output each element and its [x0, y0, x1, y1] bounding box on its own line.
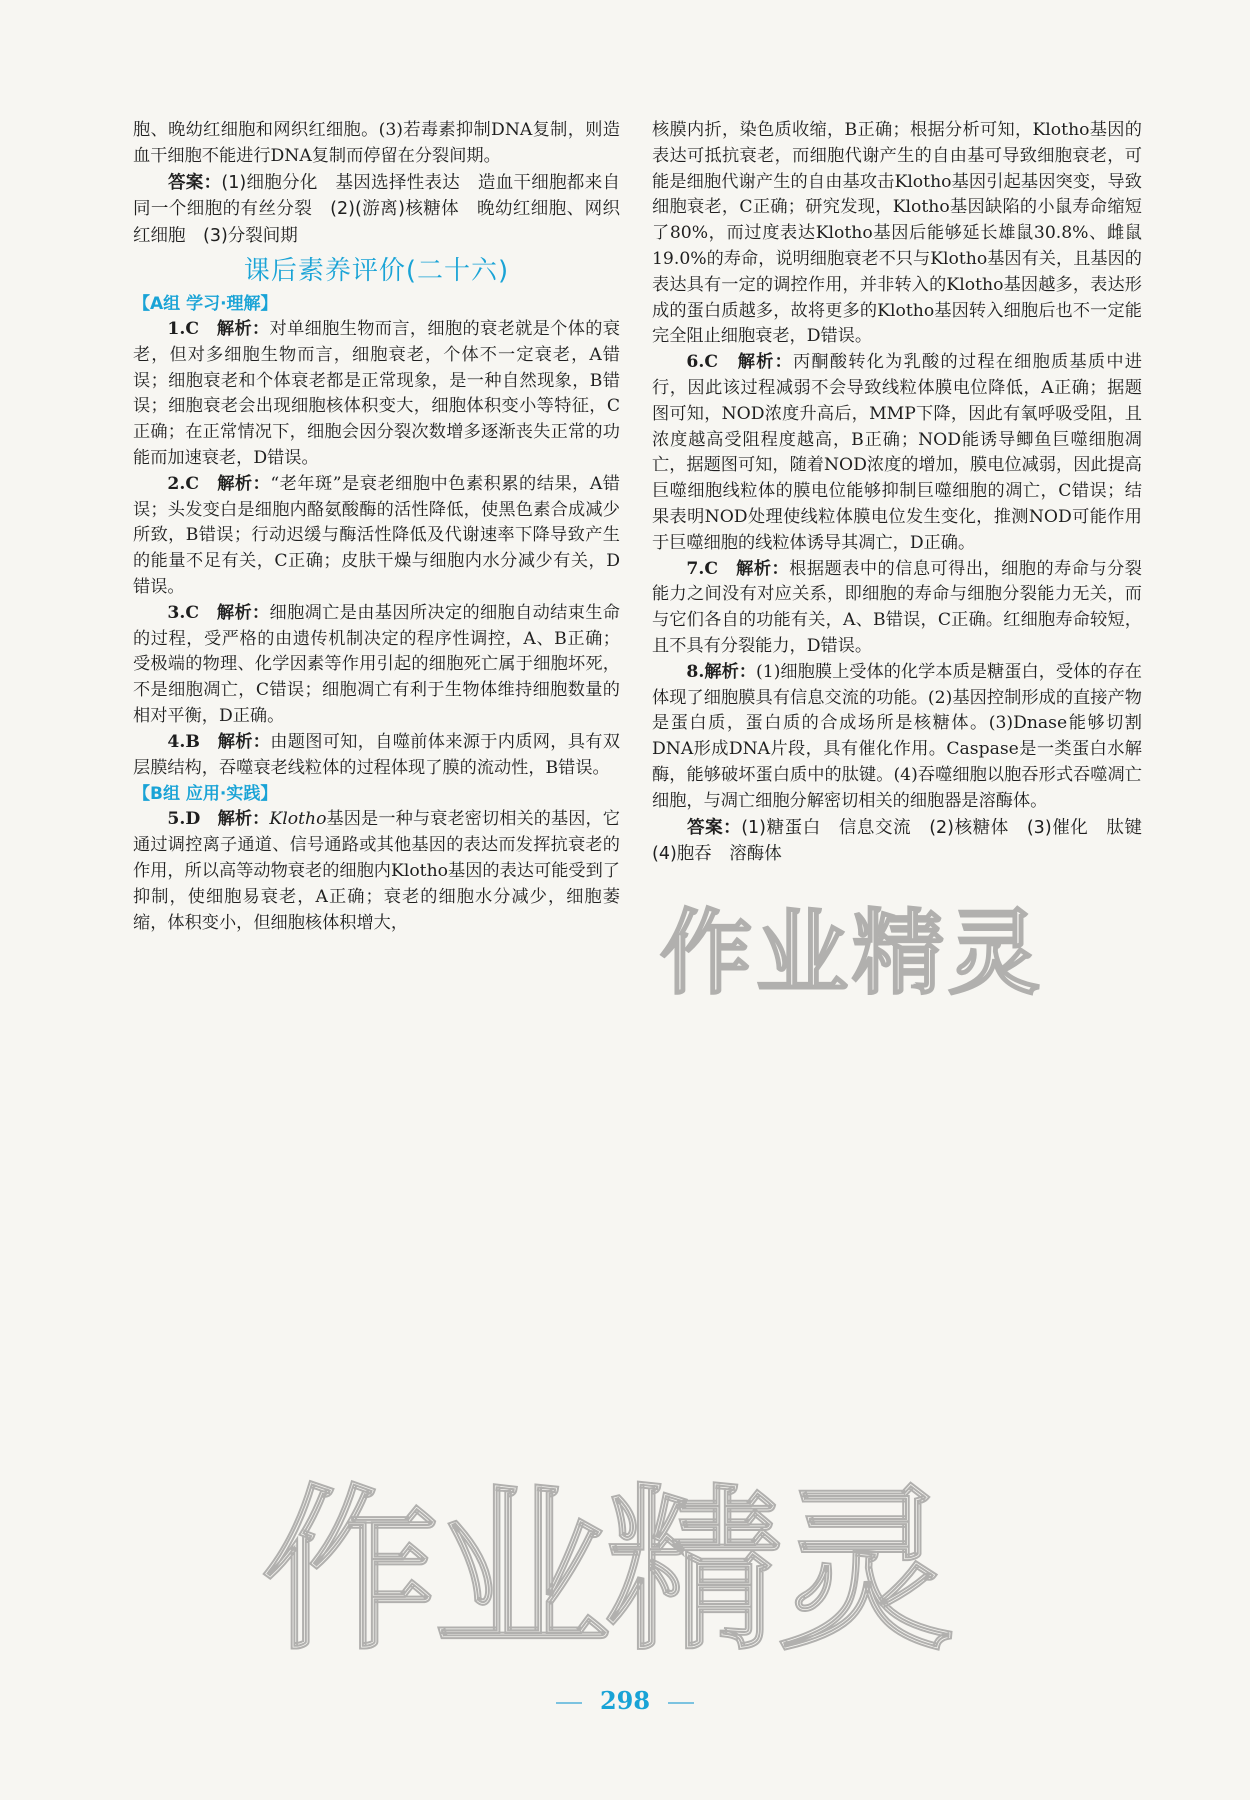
page-number: 298 [599, 1686, 651, 1715]
q4-label: 解析： [217, 731, 271, 752]
q8-text: (1)细胞膜上受体的化学本质是糖蛋白，受体的存在体现了细胞膜具有信息交流的功能。(2)基因控制形成的直接产物是蛋白质，蛋白质的合成场所是核糖体。(3)Dnase能够切割DNA形成DNA片段，具有催化作用。Caspase是一类蛋白水解酶，能够破坏蛋白质中的肽键。(4)吞噬细胞以胞吞形式吞噬凋亡细胞，与凋亡细胞分解密切相关的细胞器是溶酶体。 [652, 661, 1142, 811]
group-b-heading: 【B组 应用·实践】 [133, 784, 278, 805]
q5-continued-text: 核膜内折，染色质收缩，B正确；根据分析可知，Klotho基因的表达可抵抗衰老，而细胞代谢产生的自由基可导致细胞衰老，可能是细胞代谢产生的自由基攻击Klotho基因引起基因突变，导致细胞衰老，C正确；研究发现，Klotho基因缺陷的小鼠寿命缩短了80%，而过度表达Klotho基因后能够延长雄鼠30.8%、雌鼠19.0%的寿命，说明细胞衰老不只与Klotho基因有关，且基因的表达具有一定的调控作用，并非转入的Klotho基因越多，表达形成的蛋白质越多，故将更多的Klotho基因转入细胞后也不一定能完全阻止细胞衰老，D错误。 [652, 120, 1142, 347]
footer-dash-right [668, 1702, 694, 1704]
right-answer-text: (1)糖蛋白 信息交流 (2)核糖体 (3)催化 肽键 (4)胞吞 溶酶体 [652, 817, 1160, 865]
watermark-large: 作业精灵 [262, 1469, 951, 1674]
q5-label: 解析： [217, 809, 270, 830]
section-title: 课后素养评价(二十六) [243, 256, 510, 287]
q3-label: 解析： [216, 602, 270, 623]
q2-text: “老年斑”是衰老细胞中色素积累的结果，A错误；头发变白是细胞内酪氨酸酶的活性降低，使黑色素合成减少所致，B错误；行动迟缓与酶活性降低及代谢速率下降导致产生的能量不足有关，C正确；皮肤干燥与细胞内水分减少有关，D错误。 [133, 473, 620, 598]
q1-number: 1.C [167, 319, 200, 340]
q4-text: 由题图可知，自噬前体来源于内质网，具有双层膜结构，吞噬衰老线粒体的过程体现了膜的流动性，B错误。 [133, 731, 620, 778]
q6-text: 丙酮酸转化为乳酸的过程在细胞质基质中进行，因此该过程减弱不会导致线粒体膜电位降低，A正确；据题图可知，NOD浓度升高后，MMP下降，因此有氧呼吸受阻，且浓度越高受阻程度越高，B正确；NOD能诱导鲫鱼巨噬细胞凋亡，据题图可知，随着NOD浓度的增加，膜电位减弱，因此提高巨噬细胞线粒体的膜电位能够抑制巨噬细胞的凋亡，C错误；结果表明NOD处理使线粒体膜电位发生变化，推测NOD可能作用于巨噬细胞的线粒体诱导其凋亡，D正确。 [652, 352, 1142, 553]
question-7 [652, 557, 1142, 660]
q5-klotho: Klotho [269, 809, 327, 830]
q8-number: 8. [686, 661, 705, 682]
right-column [652, 118, 1160, 868]
question-3 [133, 601, 620, 730]
q6-number: 6.C [686, 352, 719, 373]
q3-number: 3.C [167, 602, 200, 623]
q4-number: 4.B [167, 731, 200, 752]
footer-dash-left [556, 1702, 582, 1704]
q1-text: 对单细胞生物而言，细胞的衰老就是个体的衰老，但对多细胞生物而言，细胞衰老，个体不一定衰老，A错误；细胞衰老和个体衰老都是正常现象，是一种自然现象，B错误；细胞衰老会出现细胞核体积变大，细胞体积变小等特征，C正确；在正常情况下，细胞会因分裂次数增多逐渐丧失正常的功能而加速衰老，D错误。 [133, 319, 620, 469]
left-column [133, 118, 620, 936]
question-6 [652, 350, 1142, 556]
q7-number: 7.C [686, 558, 719, 579]
watermark-small: 作业精灵 [660, 900, 1045, 1007]
question-2 [133, 472, 620, 601]
q6-label: 解析： [737, 352, 793, 373]
left-continued-text: 胞、晚幼红细胞和网织红细胞。(3)若毒素抑制DNA复制，则造血干细胞不能进行DNA复制而停留在分裂间期。 [133, 120, 620, 166]
q3-text: 细胞凋亡是由基因所决定的细胞自动结束生命的过程，受严格的由遗传机制决定的程序性调控，A、B正确；受极端的物理、化学因素等作用引起的细胞死亡属于细胞坏死，不是细胞凋亡，C错误；细胞凋亡有利于生物体维持细胞数量的相对平衡，D正确。 [133, 602, 620, 727]
q5-text: 基因是一种与衰老密切相关的基因，它通过调控离子通道、信号通路或其他基因的表达而发挥抗衰老的作用，所以高等动物衰老的细胞内Klotho基因的表达可能受到了抑制，使细胞易衰老，A正确；衰老的细胞水分减少，细胞萎缩，体积变小，但细胞核体积增大， [133, 809, 620, 933]
right-answer-label: 答案： [687, 817, 742, 838]
q8-label: 解析： [704, 661, 757, 682]
question-1 [133, 317, 620, 472]
q1-label: 解析： [216, 319, 270, 340]
group-a-heading: 【A组 学习·理解】 [133, 294, 278, 315]
q2-label: 解析： [217, 473, 271, 494]
page-footer [0, 1686, 1250, 1715]
question-8 [652, 660, 1142, 815]
answer-label: 答案： [168, 172, 222, 193]
q2-number: 2.C [167, 473, 200, 494]
q7-label: 解析： [736, 558, 790, 579]
q7-text: 根据题表中的信息可得出，细胞的寿命与分裂能力之间没有对应关系，即细胞的寿命与细胞分裂能力无关，而与它们各自的功能有关，A、B错误，C正确。红细胞寿命较短，且不具有分裂能力，D错误。 [652, 558, 1142, 656]
q5-number: 5.D [167, 809, 201, 830]
right-answer [652, 815, 1160, 868]
question-5 [133, 807, 620, 936]
left-answer [133, 170, 620, 250]
answer-text: (1)细胞分化 基因选择性表达 造血干细胞都来自同一个细胞的有丝分裂 (2)(游离)核糖体 晚幼红细胞、网织红细胞 (3)分裂间期 [133, 172, 620, 246]
question-4 [133, 730, 620, 782]
